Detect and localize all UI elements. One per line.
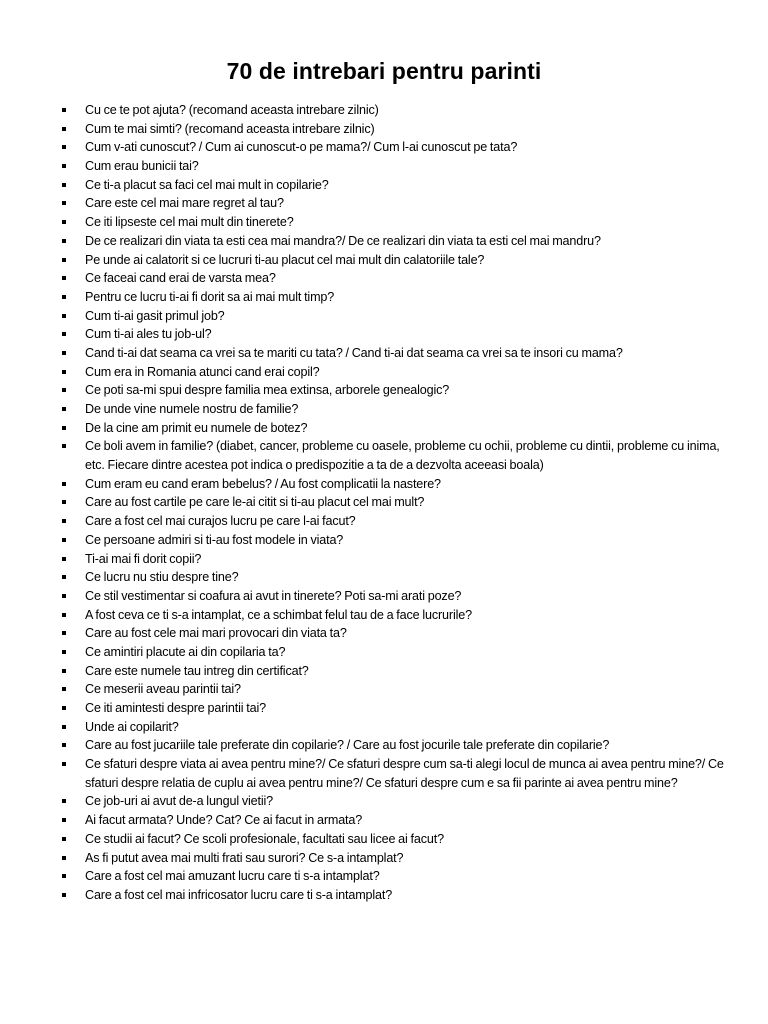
bullet-icon: [62, 575, 66, 579]
question-item: [60, 867, 724, 886]
question-text: Pentru ce lucru ti-ai fi dorit sa ai mai mult timp?: [85, 289, 335, 304]
bullet-icon: [62, 874, 66, 878]
bullet-icon: [62, 314, 66, 318]
bullet-icon: [62, 108, 66, 112]
bullet-icon: [62, 650, 66, 654]
question-text: Ce stil vestimentar si coafura ai avut in tinerete? Poti sa-mi arati poze?: [85, 588, 462, 603]
question-text: Cum te mai simti? (recomand aceasta intrebare zilnic): [85, 121, 375, 136]
question-item: [60, 101, 724, 120]
question-item: [60, 606, 724, 625]
question-item: [60, 699, 724, 718]
question-text: De ce realizari din viata ta esti cea mai mandra?/ De ce realizari din viata ta esti cel mai mandru?: [85, 233, 601, 248]
question-item: [60, 755, 724, 792]
bullet-icon: [62, 687, 66, 691]
question-item: [60, 437, 724, 474]
question-text: Care a fost cel mai infricosator lucru care ti s-a intamplat?: [85, 887, 393, 902]
question-text: Ce iti amintesti despre parintii tai?: [85, 701, 266, 715]
bullet-icon: [62, 201, 66, 205]
question-item: [60, 288, 724, 307]
bullet-icon: [62, 631, 66, 635]
question-text: Ce lucru nu stiu despre tine?: [85, 570, 239, 585]
question-text: Cum ti-ai gasit primul job?: [85, 308, 225, 323]
question-text: As fi putut avea mai multi frati sau surori? Ce s-a intamplat?: [85, 850, 404, 865]
question-item: [60, 400, 724, 419]
question-text: Cum erau bunicii tai?: [85, 159, 199, 174]
question-text: Care este cel mai mare regret al tau?: [85, 196, 284, 211]
question-item: [60, 568, 724, 587]
question-item: [60, 344, 724, 363]
bullet-icon: [62, 351, 66, 355]
question-item: [60, 718, 724, 737]
question-item: [60, 157, 724, 176]
question-text: De unde vine numele nostru de familie?: [85, 402, 299, 416]
question-text: Cu ce te pot ajuta? (recomand aceasta intrebare zilnic): [85, 103, 379, 117]
question-item: [60, 736, 724, 755]
question-item: [60, 419, 724, 438]
bullet-icon: [62, 220, 66, 224]
bullet-icon: [62, 669, 66, 673]
bullet-icon: [62, 762, 66, 766]
bullet-icon: [62, 557, 66, 561]
question-text: Ce faceai cand erai de varsta mea?: [85, 271, 276, 286]
bullet-icon: [62, 183, 66, 187]
question-item: [60, 792, 724, 811]
question-item: [60, 550, 724, 569]
bullet-icon: [62, 613, 66, 617]
question-list: [60, 101, 724, 905]
bullet-icon: [62, 725, 66, 729]
bullet-icon: [62, 388, 66, 392]
question-item: [60, 811, 724, 830]
question-text: Ce boli avem in familie? (diabet, cancer, probleme cu oasele, probleme cu ochii, probleme cu dintii, probleme cu inima, etc. Fiecare dintre acestea pot indica o predispozitie a ta de a dezvolta aceeasi boala): [85, 439, 720, 473]
question-item: [60, 307, 724, 326]
bullet-icon: [62, 276, 66, 280]
question-item: [60, 194, 724, 213]
question-item: [60, 624, 724, 643]
bullet-icon: [62, 127, 66, 131]
question-item: [60, 849, 724, 868]
question-text: Ti-ai mai fi dorit copii?: [85, 551, 202, 566]
question-item: [60, 830, 724, 849]
bullet-icon: [62, 239, 66, 243]
bullet-icon: [62, 743, 66, 747]
question-item: [60, 232, 724, 251]
question-item: [60, 512, 724, 531]
question-text: Ce job-uri ai avut de-a lungul vietii?: [85, 794, 274, 809]
question-text: Care este numele tau intreg din certificat?: [85, 663, 309, 678]
question-text: Pe unde ai calatorit si ce lucruri ti-au placut cel mai mult din calatoriile tale?: [85, 252, 485, 267]
bullet-icon: [62, 837, 66, 841]
question-item: [60, 381, 724, 400]
question-item: [60, 680, 724, 699]
question-text: Ce sfaturi despre viata ai avea pentru mine?/ Ce sfaturi despre cum sa-ti alegi locul de munca ai avea pentru mine?/ Ce sfaturi despre relatia de cuplu ai avea pentru mine?/ Ce sfaturi despre cum e sa fii parinte ai avea pentru mine?: [85, 757, 724, 790]
bullet-icon: [62, 332, 66, 336]
bullet-icon: [62, 818, 66, 822]
bullet-icon: [62, 594, 66, 598]
question-item: [60, 251, 724, 270]
question-text: Care au fost cartile pe care le-ai citit si ti-au placut cel mai mult?: [85, 495, 425, 510]
bullet-icon: [62, 482, 66, 486]
question-text: Care a fost cel mai curajos lucru pe care l-ai facut?: [85, 514, 356, 529]
question-item: [60, 325, 724, 344]
bullet-icon: [62, 893, 66, 897]
question-text: Ce amintiri placute ai din copilaria ta?: [85, 644, 286, 659]
question-item: [60, 587, 724, 606]
question-item: [60, 886, 724, 905]
bullet-icon: [62, 370, 66, 374]
question-item: [60, 138, 724, 157]
question-text: Ai facut armata? Unde? Cat? Ce ai facut in armata?: [85, 813, 363, 828]
question-text: Ce ti-a placut sa faci cel mai mult in copilarie?: [85, 177, 329, 192]
question-text: Unde ai copilarit?: [85, 719, 179, 734]
question-text: Ce studii ai facut? Ce scoli profesionale, facultati sau licee ai facut?: [85, 831, 444, 846]
question-text: Care a fost cel mai amuzant lucru care ti s-a intamplat?: [85, 869, 380, 884]
question-item: [60, 662, 724, 681]
bullet-icon: [62, 500, 66, 504]
bullet-icon: [62, 258, 66, 262]
bullet-icon: [62, 426, 66, 430]
question-item: [60, 531, 724, 550]
bullet-icon: [62, 164, 66, 168]
bullet-icon: [62, 145, 66, 149]
bullet-icon: [62, 799, 66, 803]
question-text: Cum eram eu cand eram bebelus? / Au fost complicatii la nastere?: [85, 476, 441, 491]
page-title: 70 de intrebari pentru parinti: [226, 58, 542, 84]
question-text: Ce iti lipseste cel mai mult din tinerete?: [85, 215, 294, 230]
bullet-icon: [62, 706, 66, 710]
question-item: [60, 120, 724, 139]
question-text: Cum ti-ai ales tu job-ul?: [85, 327, 212, 342]
question-text: Care au fost cele mai mari provocari din viata ta?: [85, 626, 347, 641]
question-item: [60, 475, 724, 494]
question-item: [60, 213, 724, 232]
question-text: Cand ti-ai dat seama ca vrei sa te mariti cu tata? / Cand ti-ai dat seama ca vrei sa te insori cu mama?: [85, 345, 623, 360]
bullet-icon: [62, 538, 66, 542]
question-text: A fost ceva ce ti s-a intamplat, ce a schimbat felul tau de a face lucrurile?: [85, 607, 472, 622]
bullet-icon: [62, 444, 66, 448]
bullet-icon: [62, 856, 66, 860]
question-item: [60, 363, 724, 382]
question-item: [60, 176, 724, 195]
question-item: [60, 493, 724, 512]
question-text: Ce persoane admiri si ti-au fost modele in viata?: [85, 532, 344, 547]
bullet-icon: [62, 407, 66, 411]
question-text: Cum v-ati cunoscut? / Cum ai cunoscut-o pe mama?/ Cum l-ai cunoscut pe tata?: [85, 140, 518, 155]
question-text: Cum era in Romania atunci cand erai copil?: [85, 364, 320, 379]
bullet-icon: [62, 519, 66, 523]
question-text: Ce meserii aveau parintii tai?: [85, 682, 241, 697]
question-text: Care au fost jucariile tale preferate din copilarie? / Care au fost jocurile tale preferate din copilarie?: [85, 738, 610, 753]
question-text: Ce poti sa-mi spui despre familia mea extinsa, arborele genealogic?: [85, 383, 450, 398]
question-item: [60, 643, 724, 662]
question-text: De la cine am primit eu numele de botez?: [85, 420, 308, 435]
question-item: [60, 269, 724, 288]
bullet-icon: [62, 295, 66, 299]
